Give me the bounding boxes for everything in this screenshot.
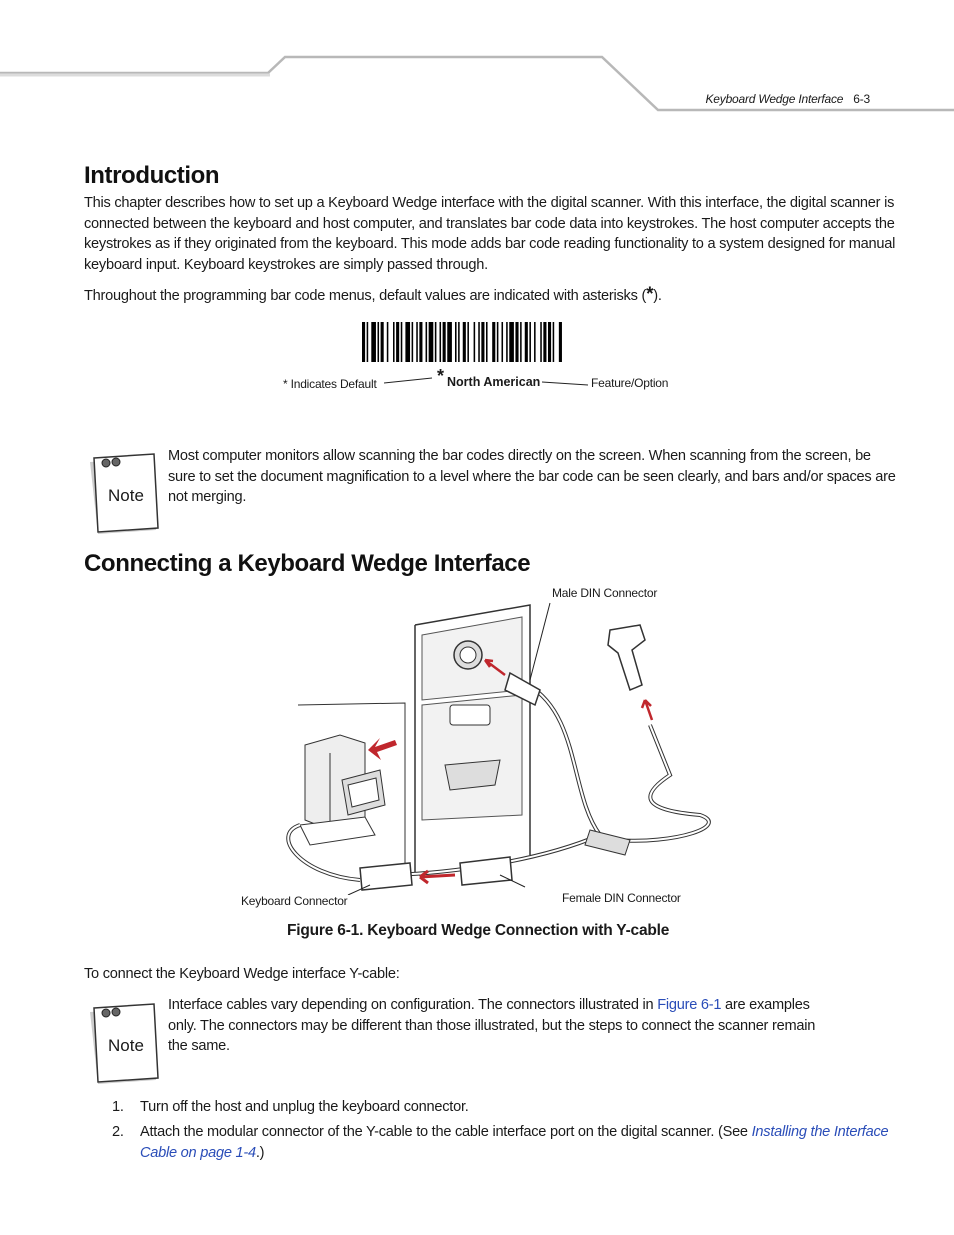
barcode-bar <box>396 322 399 362</box>
female-din-label: Female DIN Connector <box>562 891 681 905</box>
keyboard-connector-label: Keyboard Connector <box>241 894 348 908</box>
barcode-image <box>362 322 622 362</box>
running-title: Keyboard Wedge Interface <box>705 92 844 106</box>
barcode-bar <box>502 322 504 362</box>
barcode-bar <box>419 322 422 362</box>
barcode-bar <box>412 322 414 362</box>
note-label: Note <box>108 1036 144 1055</box>
connect-intro-text: To connect the Keyboard Wedge interface Y-cable: <box>84 966 400 982</box>
barcode-bar <box>458 322 460 362</box>
default-asterisk: * <box>437 366 445 386</box>
barcode-bar <box>381 322 384 362</box>
note-label: Note <box>108 486 144 505</box>
barcode-bar <box>378 322 380 362</box>
step-text: Turn off the host and unplug the keyboard connector. <box>140 1099 469 1115</box>
barcode-bar <box>426 322 428 362</box>
barcode-bar <box>401 322 403 362</box>
figure-link[interactable]: Figure 6-1 <box>657 997 722 1013</box>
asterisk-paragraph: Throughout the programming bar code menus, default values are indicated with asterisks (*). <box>84 284 662 305</box>
barcode-bar <box>548 322 551 362</box>
note-text: Interface cables vary depending on configuration. The connectors illustrated in Figure 6-1 are examples only. The connectors may be different than those illustrated, but the steps to connect the scanner remain the same. <box>168 997 816 1054</box>
barcode-bar <box>478 322 480 362</box>
barcode-bar <box>525 322 528 362</box>
barcode-bar <box>443 322 446 362</box>
barcode-bar <box>497 322 499 362</box>
barcode-bar <box>362 322 365 362</box>
male-din-label: Male DIN Connector <box>552 586 658 600</box>
barcode-bar <box>371 322 376 362</box>
barcode-bar <box>474 322 476 362</box>
barcode-bar <box>387 322 389 362</box>
step-number: 1. <box>112 1099 124 1115</box>
barcode-bar <box>492 322 495 362</box>
barcode-bar <box>455 322 457 362</box>
connecting-heading: Connecting a Keyboard Wedge Interface <box>84 550 531 577</box>
indicates-default-label: * Indicates Default <box>283 377 377 391</box>
barcode-bar <box>435 322 437 362</box>
barcode-bar <box>543 322 546 362</box>
introduction-heading: Introduction <box>84 162 220 189</box>
page-number: 6-3 <box>853 92 870 106</box>
barcode-bar <box>440 322 442 362</box>
barcode-bar <box>429 322 434 362</box>
step-number: 2. <box>112 1124 124 1140</box>
barcode-bar <box>506 322 508 362</box>
step-text: Attach the modular connector of the Y-cable to the cable interface port on the digital scanner. (See Installing the Interface Cable on page 1-4.) <box>140 1124 889 1161</box>
running-head <box>706 92 871 106</box>
barcode-bar <box>486 322 488 362</box>
barcode-bar <box>540 322 542 362</box>
barcode-bar <box>416 322 418 362</box>
barcode-bar <box>463 322 466 362</box>
note-text: Most computer monitors allow scanning the bar codes directly on the screen. When scanning from the screen, be sure to set the document magnification to a level where the bar code can be seen clearly, and bars and/or spaces are not merging. <box>168 448 896 505</box>
north-american-label: North American <box>447 375 541 389</box>
installing-cable-link[interactable]: Installing the Interface Cable on page 1-4 <box>140 1124 889 1161</box>
barcode-bar <box>367 322 369 362</box>
leader-line-left <box>384 375 434 385</box>
barcode-bar <box>405 322 410 362</box>
barcode-bar <box>553 322 555 362</box>
barcode-bar <box>515 322 518 362</box>
feature-option-label: Feature/Option <box>591 376 669 390</box>
barcode-bar <box>529 322 531 362</box>
barcode-bar <box>447 322 452 362</box>
barcode-bar <box>393 322 395 362</box>
barcode-bar <box>481 322 484 362</box>
figure-caption: Figure 6-1. Keyboard Wedge Connection with Y-cable <box>287 922 670 939</box>
leader-line-right <box>542 378 592 388</box>
barcode-bar <box>559 322 562 362</box>
barcode-bar <box>534 322 536 362</box>
barcode-bar <box>509 322 514 362</box>
asterisk-symbol: * <box>646 284 654 305</box>
barcode-bar <box>467 322 469 362</box>
keyboard-wedge-figure <box>280 595 730 895</box>
introduction-paragraph: This chapter describes how to set up a Keyboard Wedge interface with the digital scanner. With this interface, the digital scanner is connected between the keyboard and host computer, and translates bar code data into keystrokes. The host computer accepts the keystrokes as if they originated from the keyboard. This mode adds bar code reading functionality to a system designed for manual keyboard input. Keyboard keystrokes are simply passed through. <box>84 195 896 273</box>
barcode-bar <box>520 322 522 362</box>
